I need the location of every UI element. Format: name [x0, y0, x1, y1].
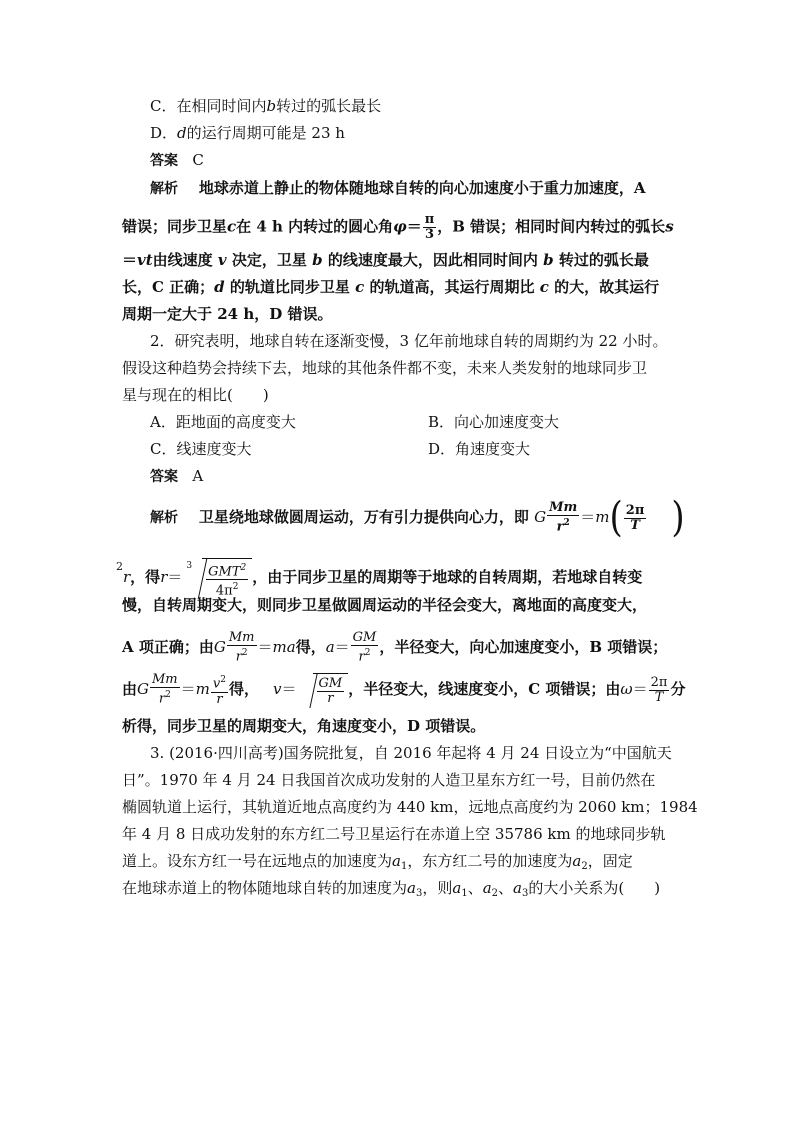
answer-label: 答案	[150, 153, 178, 169]
right-paren-icon: )	[671, 494, 685, 542]
q2-option-c: C．线速度变大	[150, 440, 252, 458]
q2-stem-line3: 星与现在的相比( )	[122, 386, 269, 404]
q2-analysis-line4: A 项正确；由G $\frac{Mm}{r^2}$ ＝ma得，a＝ $\frac{GM}{r^2}$ ，半径变大，向心加速度变小，B 项错误；	[122, 630, 668, 665]
q3-stem-line5: 道上。设东方红一号在远地点的加速度为$a_1$，东方红二号的加速度为$a_2$，固定	[122, 852, 633, 872]
sqrt-gm-over-r: $\frac{GM}{r}$	[313, 673, 349, 708]
q3-stem-line3: 椭圆轨道上运行，其轨道近地点高度约为 440 km，远地点高度约为 2060 km；1984	[122, 798, 698, 816]
q1-option-c: C．在相同时间内b转过的弧长最长	[150, 97, 382, 115]
q2-answer: 答案 A	[150, 467, 204, 485]
q1-analysis-line3: ＝vt由线速度 v 决定，卫星 b 的线速度最大，因此相同时间内 b 转过的弧长最	[122, 251, 649, 269]
pi-over-3-fraction: $\frac{\pi}{3}$	[424, 212, 435, 242]
2pi-over-t-fraction: $\frac{2\pi}{T}$	[625, 502, 645, 533]
left-paren-icon: (	[609, 494, 623, 542]
q3-stem-line4: 年 4 月 8 日成功发射的东方红二号卫星运行在赤道上空 35786 km 的地球同步轨	[122, 825, 666, 843]
q1-option-d: D．d的运行周期可能是 23 h	[150, 124, 345, 142]
q2-analysis-line1: 解析 卫星绕地球做圆周运动，万有引力提供向心力，即 G $\frac{Mm}{r^2}$ ＝m( $\frac{2\pi}{T}$ )	[150, 494, 685, 542]
q3-stem-line6: 在地球赤道上的物体随地球自转的加速度为$a_3$，则$a_1$、$a_2$、$a_3$的大小关系为( )	[122, 879, 661, 899]
q2-analysis-line2: $^2$r，得r＝$^3$ $\frac{GMT^2}{4\pi^2}$ ，由于同步卫星的周期等于地球的自转周期，若地球自转变	[116, 546, 642, 599]
q2-analysis-line5: 由G $\frac{Mm}{r^2}$ ＝m $\frac{v^2}{r}$ 得， v＝ $\frac{GM}{r}$ ，半径变大，线速度变小，C 项错误；由ω＝ $\frac{2\pi}{T}$ 分	[122, 672, 686, 707]
q1-analysis-line5: 周期一定大于 24 h，D 错误。	[122, 305, 333, 323]
q2-option-a: A．距地面的高度变大	[150, 413, 296, 431]
q2-option-b: B．向心加速度变大	[428, 413, 560, 431]
q3-stem-line2: 日”。1970 年 4 月 24 日我国首次成功发射的人造卫星东方红一号，目前仍然在	[122, 771, 656, 789]
answer-label: 答案	[150, 469, 178, 485]
q1-answer: 答案 C	[150, 151, 204, 169]
analysis-label: 解析	[150, 510, 178, 526]
q2-analysis-line3: 慢，自转周期变大，则同步卫星做圆周运动的半径会变大，离地面的高度变大，	[122, 596, 648, 614]
q2-option-d: D．角速度变大	[428, 440, 531, 458]
q1-analysis-line2: 错误；同步卫星c在 4 h 内转过的圆心角φ＝ $\frac{\pi}{3}$ ，B 错误；相同时间内转过的弧长s	[122, 212, 674, 242]
q1-analysis-line4: 长，C 正确；d 的轨道比同步卫星 c 的轨道高，其运行周期比 c 的大，故其运行	[122, 278, 660, 296]
q1-analysis-line1: 解析 地球赤道上静止的物体随地球自转的向心加速度小于重力加速度，A	[150, 179, 646, 197]
q3-stem-line1: 3. (2016·四川高考)国务院批复，自 2016 年起将 4 月 24 日设立为“中国航天	[150, 744, 672, 762]
cube-root-expression: $\frac{GMT^2}{4\pi^2}$	[202, 558, 252, 599]
q2-stem-line1: 2．研究表明，地球自转在逐渐变慢，3 亿年前地球自转的周期约为 22 小时。	[150, 332, 668, 350]
analysis-label: 解析	[150, 181, 178, 197]
q2-stem-line2: 假设这种趋势会持续下去，地球的其他条件都不变，未来人类发射的地球同步卫	[122, 359, 648, 377]
q2-analysis-line6: 析得，同步卫星的周期变大，角速度变小，D 项错误。	[122, 717, 486, 735]
mm-over-r2-fraction: $\frac{Mm}{r^2}$	[549, 500, 578, 535]
